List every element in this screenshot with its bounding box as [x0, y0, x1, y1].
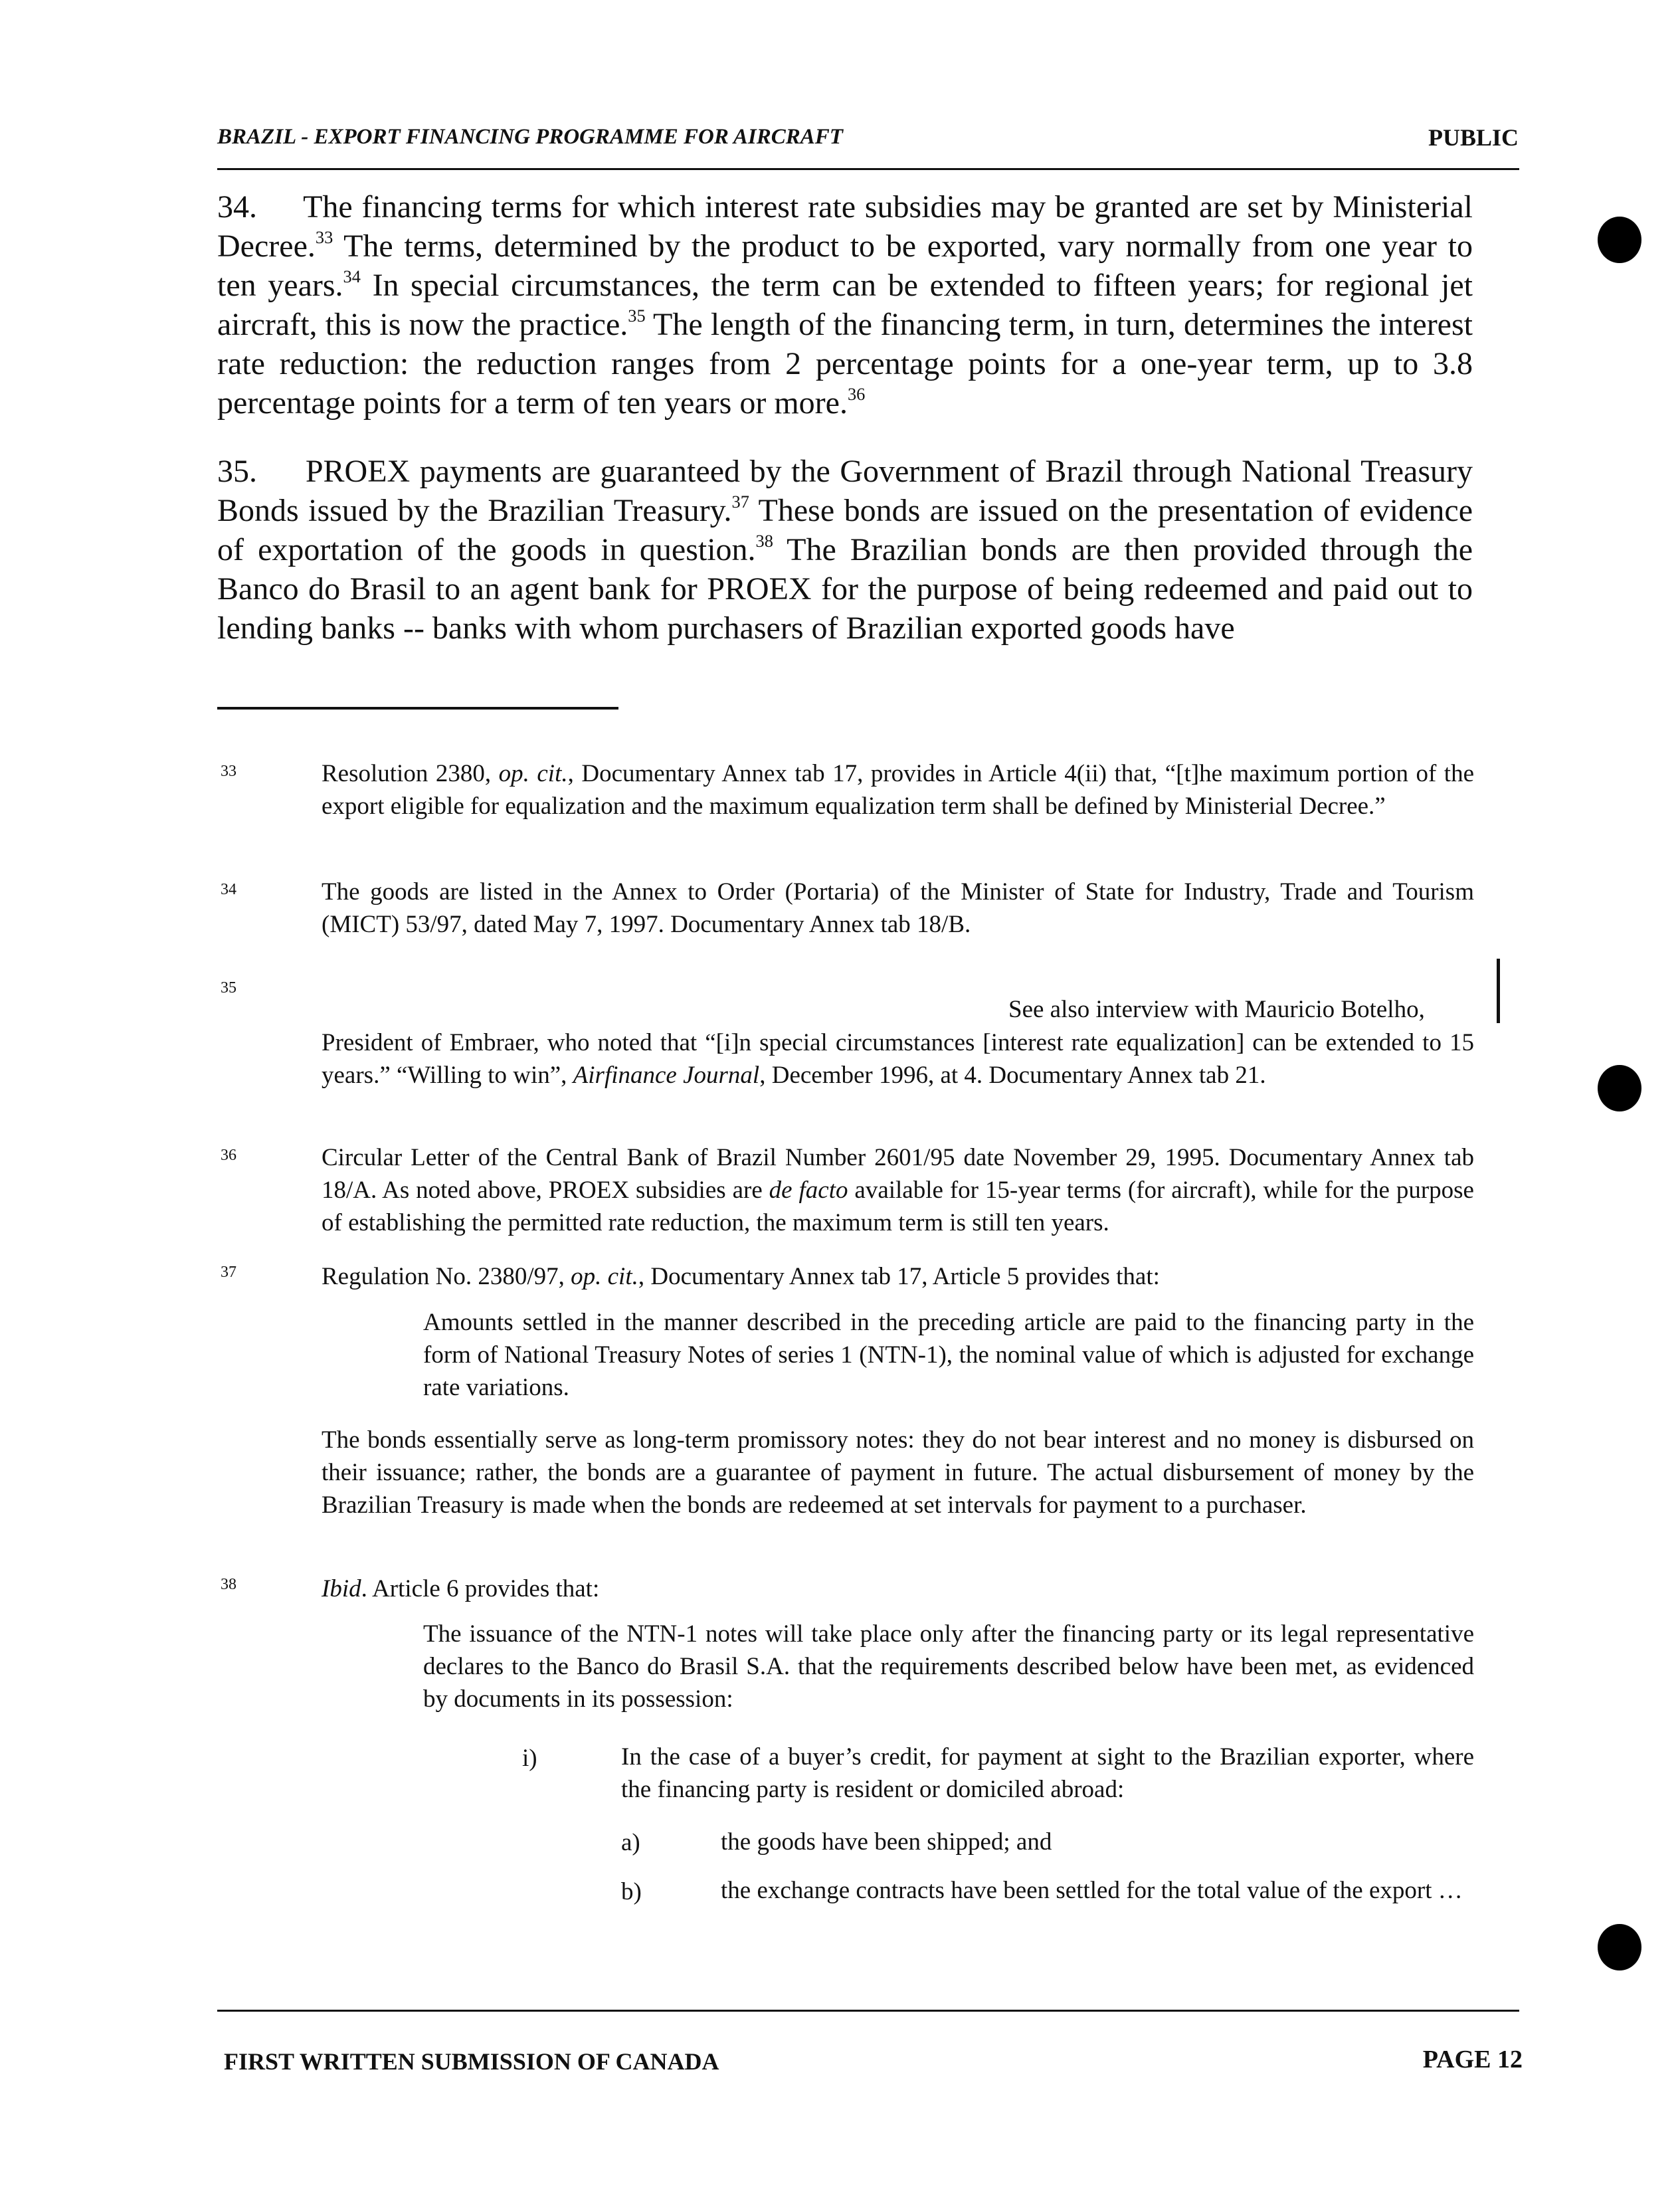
paragraph-text: The financing terms for which interest rate subsidies may be granted are set by Ministerial Decree. [217, 189, 1473, 264]
paragraph-35 [217, 452, 1473, 648]
paragraph-text: The Brazilian bonds are then provided through the Banco do Brasil to an agent bank for PROEX for the purpose of being redeemed and paid out to lending banks -- banks with whom purchasers of Brazilian exported goods have [217, 532, 1473, 646]
block-quote: The issuance of the NTN-1 notes will take place only after the financing party or its legal representative declares to the Banco do Brasil S.A. that the requirements described below have been met, as evidenced by documents in its possession: [423, 1620, 1474, 1713]
classification-label: PUBLIC [1428, 124, 1519, 151]
footnote-35 [322, 1026, 1474, 1092]
footer-rule [217, 2010, 1519, 2012]
footnote-text: , December 1996, at 4. Documentary Annex tab 21. [759, 1062, 1266, 1089]
paragraph-text: These bonds are issued on the presentation of evidence of exportation of the goods in question. [217, 493, 1473, 567]
footnote-number: 38 [221, 1576, 236, 1593]
footnote-text: President of Embraer, who noted that “[i]n special circumstances [interest rate equalization] can be extended to 15 years.” “Willing to win”, [322, 1029, 1474, 1089]
list-marker: b) [621, 1878, 642, 1905]
footnote-ref[interactable]: 36 [847, 384, 866, 405]
footnote-38 [322, 1573, 1474, 1605]
footnote-citation: de facto [769, 1177, 848, 1204]
list-marker: a) [621, 1829, 640, 1856]
footnote-number: 36 [221, 1147, 236, 1164]
footnote-separator [217, 707, 618, 710]
punch-hole [1598, 1924, 1641, 1970]
footnote-citation: Ibid [322, 1575, 361, 1602]
footnote-number: 34 [221, 881, 236, 898]
paragraph-text: PROEX payments are guaranteed by the Government of Brazil through National Treasury Bonds issued by the Brazilian Treasury. [217, 454, 1473, 528]
footnote-citation: op. cit. [498, 760, 568, 787]
footnote-37-follow: The bonds essentially serve as long-term promissory notes: they do not bear interest and no money is disbursed on their issuance; rather, the bonds are a guarantee of payment in future. The actual disbursement of money by the Brazilian Treasury is made when the bonds are redeemed at set intervals for payment to a purchaser. [322, 1426, 1474, 1519]
footnote-37 [322, 1260, 1474, 1293]
footnote-ref[interactable]: 34 [343, 266, 361, 287]
paragraph-text: The length of the financing term, in turn, determines the interest rate reduction: the reduction ranges from 2 percentage points for a one-year term, up to 3.8 percentage points for a term of ten years or more. [217, 307, 1473, 421]
footnote-text: Resolution 2380, [322, 760, 499, 787]
footnote-ref[interactable]: 37 [731, 492, 749, 512]
header-rule [217, 168, 1519, 170]
paragraph-number: 35. [217, 454, 257, 489]
footnote-34: The goods are listed in the Annex to Order (Portaria) of the Minister of State for Industry, Trade and Tourism (MICT) 53/97, dated May 7, 1997. Documentary Annex tab 18/B. [322, 878, 1474, 938]
paragraph-34 [217, 187, 1473, 423]
footnote-text: , Documentary Annex tab 17, provides in Article 4(ii) that, “[t]he maximum portion of the export eligible for equalization and the maximum equalization term shall be defined by Ministerial Decree.” [322, 760, 1474, 820]
paragraph-text: The terms, determined by the product to be exported, vary normally from one year to ten years. [217, 229, 1473, 303]
list-item-a: the goods have been shipped; and [721, 1828, 1052, 1856]
footnote-ref[interactable]: 33 [315, 227, 333, 248]
footnote-33 [322, 757, 1474, 822]
footnote-ref[interactable]: 35 [628, 306, 646, 326]
footnote-number: 37 [221, 1264, 236, 1281]
footnote-text: . Article 6 provides that: [361, 1575, 600, 1602]
footnote-text: , Documentary Annex tab 17, Article 5 provides that: [638, 1263, 1160, 1290]
footnote-number: 33 [221, 763, 236, 780]
footnote-ref[interactable]: 38 [755, 531, 773, 551]
redaction-mark [1497, 959, 1500, 1023]
footnote-text: available for 15-year terms (for aircraft), while for the purpose of establishing the permitted rate reduction, the maximum term is still ten years. [322, 1177, 1474, 1236]
footnote-35-lead: See also interview with Mauricio Botelho, [1008, 996, 1425, 1023]
punch-hole [1598, 1065, 1641, 1111]
punch-hole [1598, 217, 1641, 263]
footnote-text: Regulation No. 2380/97, [322, 1263, 571, 1290]
running-header-title: BRAZIL - EXPORT FINANCING PROGRAMME FOR AIRCRAFT [217, 125, 843, 149]
footnote-text: Circular Letter of the Central Bank of Brazil Number 2601/95 date November 29, 1995. Documentary Annex tab 18/A. As noted above, PROEX subsidies are [322, 1144, 1474, 1204]
footnote-36 [322, 1141, 1474, 1239]
block-quote: Amounts settled in the manner described in the preceding article are paid to the financing party in the form of National Treasury Notes of series 1 (NTN-1), the nominal value of which is adjusted for exchange rate variations. [423, 1309, 1474, 1401]
paragraph-text: In special circumstances, the term can be extended to fifteen years; for regional jet aircraft, this is now the practice. [217, 268, 1473, 342]
list-marker: i) [522, 1745, 537, 1772]
paragraph-number: 34. [217, 189, 257, 225]
footnote-citation: Airfinance Journal [573, 1062, 760, 1089]
running-footer-title: FIRST WRITTEN SUBMISSION OF CANADA [224, 2048, 719, 2075]
list-item-b: the exchange contracts have been settled for the total value of the export … [721, 1877, 1463, 1904]
footnote-number: 35 [221, 979, 236, 997]
list-item-i: In the case of a buyer’s credit, for payment at sight to the Brazilian exporter, where the financing party is resident or domiciled abroad: [621, 1743, 1474, 1803]
page-number: PAGE 12 [1422, 2046, 1523, 2073]
footnote-citation: op. cit. [571, 1263, 638, 1290]
